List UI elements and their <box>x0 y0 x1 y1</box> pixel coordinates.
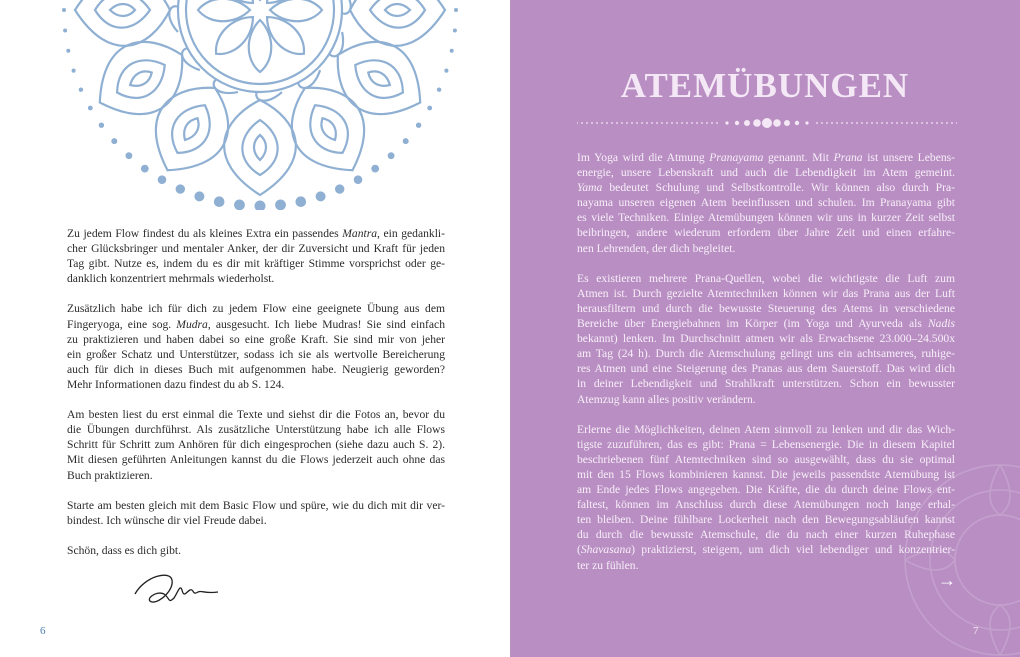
text-line: ten bleiben. Deine fühlbare Lockerheit nach den Bewegungsabläufen kannst <box>577 513 955 527</box>
divider-dot <box>666 122 668 124</box>
text-line: Starte am besten gleich mit dem Basic Flow und spüre, wie du dich mit dir ver- <box>67 498 445 512</box>
divider-dot <box>866 122 868 124</box>
right-body-text <box>577 150 955 588</box>
divider-dot <box>926 122 928 124</box>
divider-dot <box>606 122 608 124</box>
text-line: in deiner Lebendigkeit und Strahlkraft unterstützen. Schon ein bewusster <box>577 377 955 391</box>
divider-dot <box>651 122 653 124</box>
text-line: bindest. Ich wünsche dir viel Freude dabei. <box>67 513 267 527</box>
text-line: res Atmen und eine Steigerung des Pranas aus dem Sauerstoff. Das wird dich <box>577 362 955 376</box>
divider-dot <box>836 122 838 124</box>
divider-dot <box>784 120 790 126</box>
signature <box>130 568 230 613</box>
mandala-ornament-icon <box>50 0 470 210</box>
divider-dot <box>911 122 913 124</box>
divider-dot <box>601 122 603 124</box>
divider-dot <box>725 121 728 124</box>
page-number-left: 6 <box>40 625 46 637</box>
divider-dot <box>577 122 578 124</box>
divider-dot <box>716 122 718 124</box>
text-line: mit den 15 Flows kombinieren kannst. Die jeweils passendste Atemübung ist <box>577 467 955 481</box>
text-line: nen Lehrenden, der dich begleitet. <box>577 241 736 255</box>
text-line: (Shavasana) praktizierst, steigern, um dich viel lebendiger und konzentrier- <box>577 543 955 557</box>
divider-dot <box>906 122 908 124</box>
text-line: Yama bedeutet Schulung und Selbstkontrolle. Wir können also durch Pra- <box>577 181 955 195</box>
divider-dot <box>805 121 808 124</box>
paragraph <box>577 271 955 407</box>
left-body-text <box>67 226 445 573</box>
divider-dot <box>896 122 898 124</box>
divider-dot <box>881 122 883 124</box>
page-number-right: 7 <box>973 625 979 637</box>
text-line: bekannt) lenken. Im Durchschnitt atmen wir als Erwachsene 23.000–24.500x <box>577 332 955 346</box>
text-line: nayama unseren eigenen Atem beeinflussen und schulen. Im Pranayama gibt <box>577 196 955 210</box>
divider-dot <box>656 122 658 124</box>
divider-dot <box>956 122 957 124</box>
divider-dot <box>841 122 843 124</box>
divider-dot <box>676 122 678 124</box>
text-line: Tag gibt. Nutze es, indem du es dir mit kräftiger Stimme vorsprichst oder ge- <box>67 257 445 271</box>
divider-dot <box>661 122 663 124</box>
divider-dot <box>941 122 943 124</box>
text-line: danklich konzentriert mehrmals wiederholst. <box>67 272 275 286</box>
divider-dot <box>851 122 853 124</box>
text-line: Atemzug kann alles positiv verändern. <box>577 392 756 406</box>
text-line: Atmen ist. Durch gezielte Atemtechniken können wir das Prana aus der Luft <box>577 286 955 300</box>
divider-dot <box>706 122 708 124</box>
text-line: Schritt für Schritt zum Anhören für dich eingesprochen (siehe dazu auch S. 2). <box>67 438 445 452</box>
divider-dot <box>701 122 703 124</box>
divider-dot <box>876 122 878 124</box>
text-line: die Übungen durchführst. Als zusätzliche Unterstützung habe ich alle Flows <box>67 423 445 437</box>
divider-dot <box>795 121 799 125</box>
text-line: du durch die bewusste Atemschule, die du nach einer kurzen Ruhephase <box>577 528 955 542</box>
divider-dot <box>762 118 772 128</box>
dotted-divider <box>577 116 957 130</box>
divider-dot <box>646 122 648 124</box>
divider-dot <box>681 122 683 124</box>
divider-dot <box>916 122 918 124</box>
divider-dot <box>946 122 948 124</box>
divider-dot <box>753 119 761 127</box>
text-line: Zu jedem Flow findest du als kleines Extra ein passendes Mantra, ein gedankli- <box>67 227 445 240</box>
text-line: tigste zuzuführen, das es gibt: Prana = Lebensenergie. Die in diesem Kapitel <box>577 437 955 451</box>
divider-dot <box>931 122 933 124</box>
divider-dot <box>631 122 633 124</box>
divider-dot <box>861 122 863 124</box>
divider-dot <box>871 122 873 124</box>
text-line: cher Glücksbringer und mentaler Anker, der dir Zuversicht und Kraft für jeden <box>67 242 445 256</box>
divider-dot <box>886 122 888 124</box>
text-line: auch für dich in dieses Buch mit aufgenommen habe. Neugierig geworden? <box>67 362 445 376</box>
text-line: Erlerne die Möglichkeiten, deinen Atem sinnvoll zu lenken und dir das Wich- <box>577 422 955 436</box>
text-line: am Tag (24 h). Durch die Atemschulung gelingt uns ein achtsameres, ruhige- <box>577 347 955 361</box>
divider-dot <box>936 122 938 124</box>
text-line: Am besten liest du erst einmal die Texte und siehst dir die Fotos an, bevor du <box>67 408 445 422</box>
paragraph <box>577 422 955 573</box>
divider-dot <box>891 122 893 124</box>
divider-dot <box>744 120 750 126</box>
chapter-title: ATEMÜBUNGEN <box>620 66 910 105</box>
divider-dot <box>816 122 818 124</box>
text-line: Im Yoga wird die Atmung Pranayama genannt. Mit Prana ist unsere Lebens- <box>577 151 956 164</box>
divider-dot <box>581 122 583 124</box>
divider-dot <box>951 122 953 124</box>
paragraph <box>577 150 955 256</box>
text-line: herausfiltern und durch die bewusste Steuerung des Atems in verschiedene <box>577 301 955 315</box>
paragraph <box>67 498 445 528</box>
divider-dot <box>846 122 848 124</box>
text-line: faltest, können im Anschluss durch diese Atemübungen noch lange erhal- <box>577 498 955 512</box>
right-page <box>510 0 1020 657</box>
text-line: beibringen, andere wiederum erfordern über Jahre Zeit und einen erfahre- <box>577 226 955 240</box>
text-line: Schön, dass es dich gibt. <box>67 543 181 557</box>
text-line: Mit diesen geführten Anleitungen kannst du die Flows jederzeit auch ohne das <box>67 453 445 467</box>
text-line: am Ende jedes Flows angegeben. Die Kräfte, die du durch deine Flows ent- <box>577 483 955 497</box>
divider-dot <box>921 122 923 124</box>
divider-dot <box>616 122 618 124</box>
divider-dot <box>821 122 823 124</box>
paragraph <box>67 301 445 392</box>
divider-dot <box>621 122 623 124</box>
text-line: Bereiche über Energiebahnen im Körper (im Yoga und Ayurveda als Nadis <box>577 317 955 331</box>
divider-dot <box>591 122 593 124</box>
divider-dot <box>596 122 598 124</box>
arrow-right-icon[interactable]: → <box>938 570 956 590</box>
paragraph <box>67 407 445 482</box>
divider-dot <box>636 122 638 124</box>
text-line: Es existieren mehrere Prana-Quellen, wobei die wichtigste die Luft zum <box>577 271 955 285</box>
paragraph <box>67 543 445 558</box>
divider-dot <box>856 122 858 124</box>
paragraph <box>67 226 445 286</box>
divider-dot <box>611 122 613 124</box>
divider-dot <box>586 122 588 124</box>
divider-dot <box>735 121 739 125</box>
text-line: energie, unsere Lebenskraft und auch die Lebendigkeit im Atem gemeint. <box>577 166 955 180</box>
text-line: zu praktizieren und haben dabei so eine große Kraft. Sie sind mir von jeher <box>67 332 445 346</box>
text-line: ter zu fühlen. <box>577 558 639 572</box>
divider-dot <box>686 122 688 124</box>
divider-dot <box>711 122 713 124</box>
divider-dot <box>671 122 673 124</box>
text-line: Fingeryoga, eine sog. Mudra, ausgesucht. Ich liebe Mudras! Sie sind einfach <box>67 317 445 331</box>
text-line: Buch praktizieren. <box>67 468 153 482</box>
divider-dot <box>773 119 781 127</box>
divider-dot <box>696 122 698 124</box>
divider-dot <box>641 122 643 124</box>
text-line: ein großer Schatz und Unterstützer, sodass ich sie als wertvolle Bereicherung <box>67 347 445 361</box>
text-line: beschriebenen fünf Atemtechniken sind so ausgewählt, dass du sie optimal <box>577 452 955 466</box>
divider-dot <box>691 122 693 124</box>
text-line: Zusätzlich habe ich für dich zu jedem Flow eine geeignete Übung aus dem <box>67 302 445 316</box>
divider-dot <box>831 122 833 124</box>
divider-dot <box>826 122 828 124</box>
text-line: Mehr Informationen dazu findest du ab S. 124. <box>67 377 285 391</box>
divider-dot <box>901 122 903 124</box>
text-line: es viele Techniken. Einige Atemübungen können wir uns in kurzer Zeit selbst <box>577 211 955 225</box>
divider-dot <box>626 122 628 124</box>
